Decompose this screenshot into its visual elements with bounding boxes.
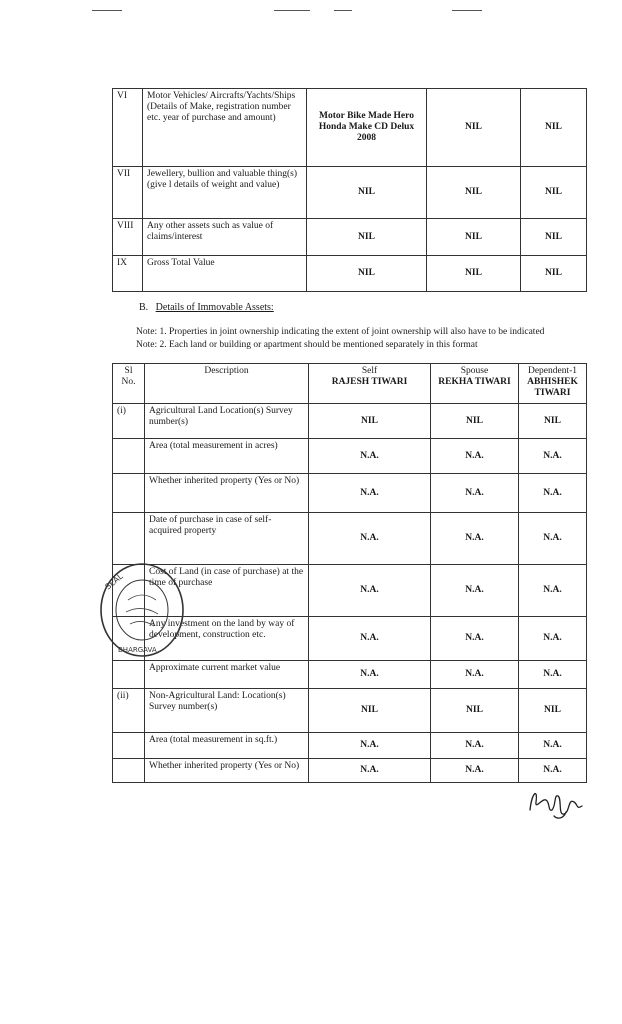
row-description: Any other assets such as value of claims/interest: [143, 219, 307, 256]
row-number: VI: [113, 89, 143, 167]
scan-line: [334, 10, 352, 11]
spouse-value: NIL: [427, 89, 521, 167]
note-1: Note: 1. Properties in joint ownership indicating the extent of joint ownership will also have to be indicated: [136, 327, 545, 337]
self-value: NIL: [307, 256, 427, 292]
dependent-value: NIL: [519, 404, 587, 439]
dependent-value: N.A.: [519, 733, 587, 759]
signature-icon: [524, 780, 588, 822]
self-value: N.A.: [309, 513, 431, 565]
spouse-value: N.A.: [431, 733, 519, 759]
table-row: [113, 513, 587, 565]
row-description: Area (total measurement in acres): [145, 439, 309, 474]
spouse-value: N.A.: [431, 513, 519, 565]
spouse-name: REKHA TIWARI: [438, 377, 511, 387]
table-row: [113, 661, 587, 689]
dependent-value: NIL: [521, 89, 587, 167]
spouse-value: N.A.: [431, 565, 519, 617]
notary-seal-icon: [98, 560, 186, 660]
dependent-value: N.A.: [519, 513, 587, 565]
self-value: NIL: [309, 404, 431, 439]
table-row: [113, 733, 587, 759]
self-value: N.A.: [309, 474, 431, 513]
dependent-value: N.A.: [519, 759, 587, 783]
section-marker: B.: [139, 302, 149, 313]
row-number: VIII: [113, 219, 143, 256]
row-number: [113, 439, 145, 474]
row-number: [113, 474, 145, 513]
dependent-value: N.A.: [519, 661, 587, 689]
row-description: Gross Total Value: [143, 256, 307, 292]
self-value: NIL: [309, 689, 431, 733]
scan-line: [92, 10, 122, 11]
section-heading: [139, 302, 274, 313]
svg-text:SEAL: SEAL: [103, 571, 125, 592]
row-description: Any investment on the land by way of development, construction etc.: [145, 617, 309, 661]
dependent-value: NIL: [519, 689, 587, 733]
dependent-label: Dependent-1: [527, 366, 578, 376]
movable-assets-table: [112, 88, 587, 292]
self-value: N.A.: [309, 617, 431, 661]
spouse-value: NIL: [427, 219, 521, 256]
self-value: NIL: [307, 167, 427, 219]
row-number: (i): [113, 404, 145, 439]
dependent-value: NIL: [521, 256, 587, 292]
spouse-value: N.A.: [431, 439, 519, 474]
table-row: [113, 167, 587, 219]
dependent-value: NIL: [521, 167, 587, 219]
self-value: Motor Bike Made Hero Honda Make CD Delux 2008: [307, 89, 427, 167]
scan-line: [452, 10, 482, 11]
dependent-header: [519, 364, 587, 404]
row-description: Agricultural Land Location(s) Survey number(s): [145, 404, 309, 439]
self-value: N.A.: [309, 661, 431, 689]
dependent-value: N.A.: [519, 565, 587, 617]
dependent-value: N.A.: [519, 617, 587, 661]
row-number: [113, 733, 145, 759]
scan-line: [274, 10, 310, 11]
row-description: Motor Vehicles/ Aircrafts/Yachts/Ships (Details of Make, registration number etc. year of purchase and amount): [143, 89, 307, 167]
note-2: Note: 2. Each land or building or apartment should be mentioned separately in this format: [136, 340, 478, 350]
row-description: Jewellery, bullion and valuable thing(s) (give l details of weight and value): [143, 167, 307, 219]
dependent-value: N.A.: [519, 474, 587, 513]
spouse-value: NIL: [431, 689, 519, 733]
spouse-header: [431, 364, 519, 404]
row-number: [113, 513, 145, 565]
table-row: [113, 404, 587, 439]
spouse-value: N.A.: [431, 617, 519, 661]
row-number: IX: [113, 256, 143, 292]
self-label: Self: [361, 366, 378, 376]
spouse-value: N.A.: [431, 661, 519, 689]
self-name: RAJESH TIWARI: [331, 377, 408, 387]
spouse-value: NIL: [431, 404, 519, 439]
table-row: [113, 219, 587, 256]
dependent-value: N.A.: [519, 439, 587, 474]
self-value: N.A.: [309, 759, 431, 783]
row-description: Whether inherited property (Yes or No): [145, 759, 309, 783]
row-description: Date of purchase in case of self- acquired property: [145, 513, 309, 565]
section-title: Details of Immovable Assets:: [155, 302, 274, 313]
spouse-value: N.A.: [431, 474, 519, 513]
dependent-value: NIL: [521, 219, 587, 256]
row-description: Approximate current market value: [145, 661, 309, 689]
self-value: N.A.: [309, 565, 431, 617]
row-description: Area (total measurement in sq.ft.): [145, 733, 309, 759]
spouse-value: N.A.: [431, 759, 519, 783]
self-value: N.A.: [309, 733, 431, 759]
spouse-label: Spouse: [460, 366, 489, 376]
dependent-name: ABHISHEK TIWARI: [527, 377, 578, 398]
table-row: [113, 474, 587, 513]
table-row: [113, 89, 587, 167]
row-description: Non-Agricultural Land: Location(s) Survey number(s): [145, 689, 309, 733]
svg-text:BHARGAVA: BHARGAVA: [118, 646, 157, 654]
table-row: [113, 759, 587, 783]
spouse-value: NIL: [427, 256, 521, 292]
row-number: [113, 661, 145, 689]
header-row: [113, 364, 587, 404]
description-header: Description: [145, 364, 309, 404]
table-row: [113, 439, 587, 474]
sl-no-header: Sl No.: [113, 364, 145, 404]
table-row: [113, 256, 587, 292]
self-value: N.A.: [309, 439, 431, 474]
row-number: [113, 759, 145, 783]
row-number: VII: [113, 167, 143, 219]
row-description: Cost of Land (in case of purchase) at the time of purchase: [145, 565, 309, 617]
row-number: (ii): [113, 689, 145, 733]
spouse-value: NIL: [427, 167, 521, 219]
self-header: [309, 364, 431, 404]
self-value: NIL: [307, 219, 427, 256]
row-description: Whether inherited property (Yes or No): [145, 474, 309, 513]
table-row: [113, 689, 587, 733]
